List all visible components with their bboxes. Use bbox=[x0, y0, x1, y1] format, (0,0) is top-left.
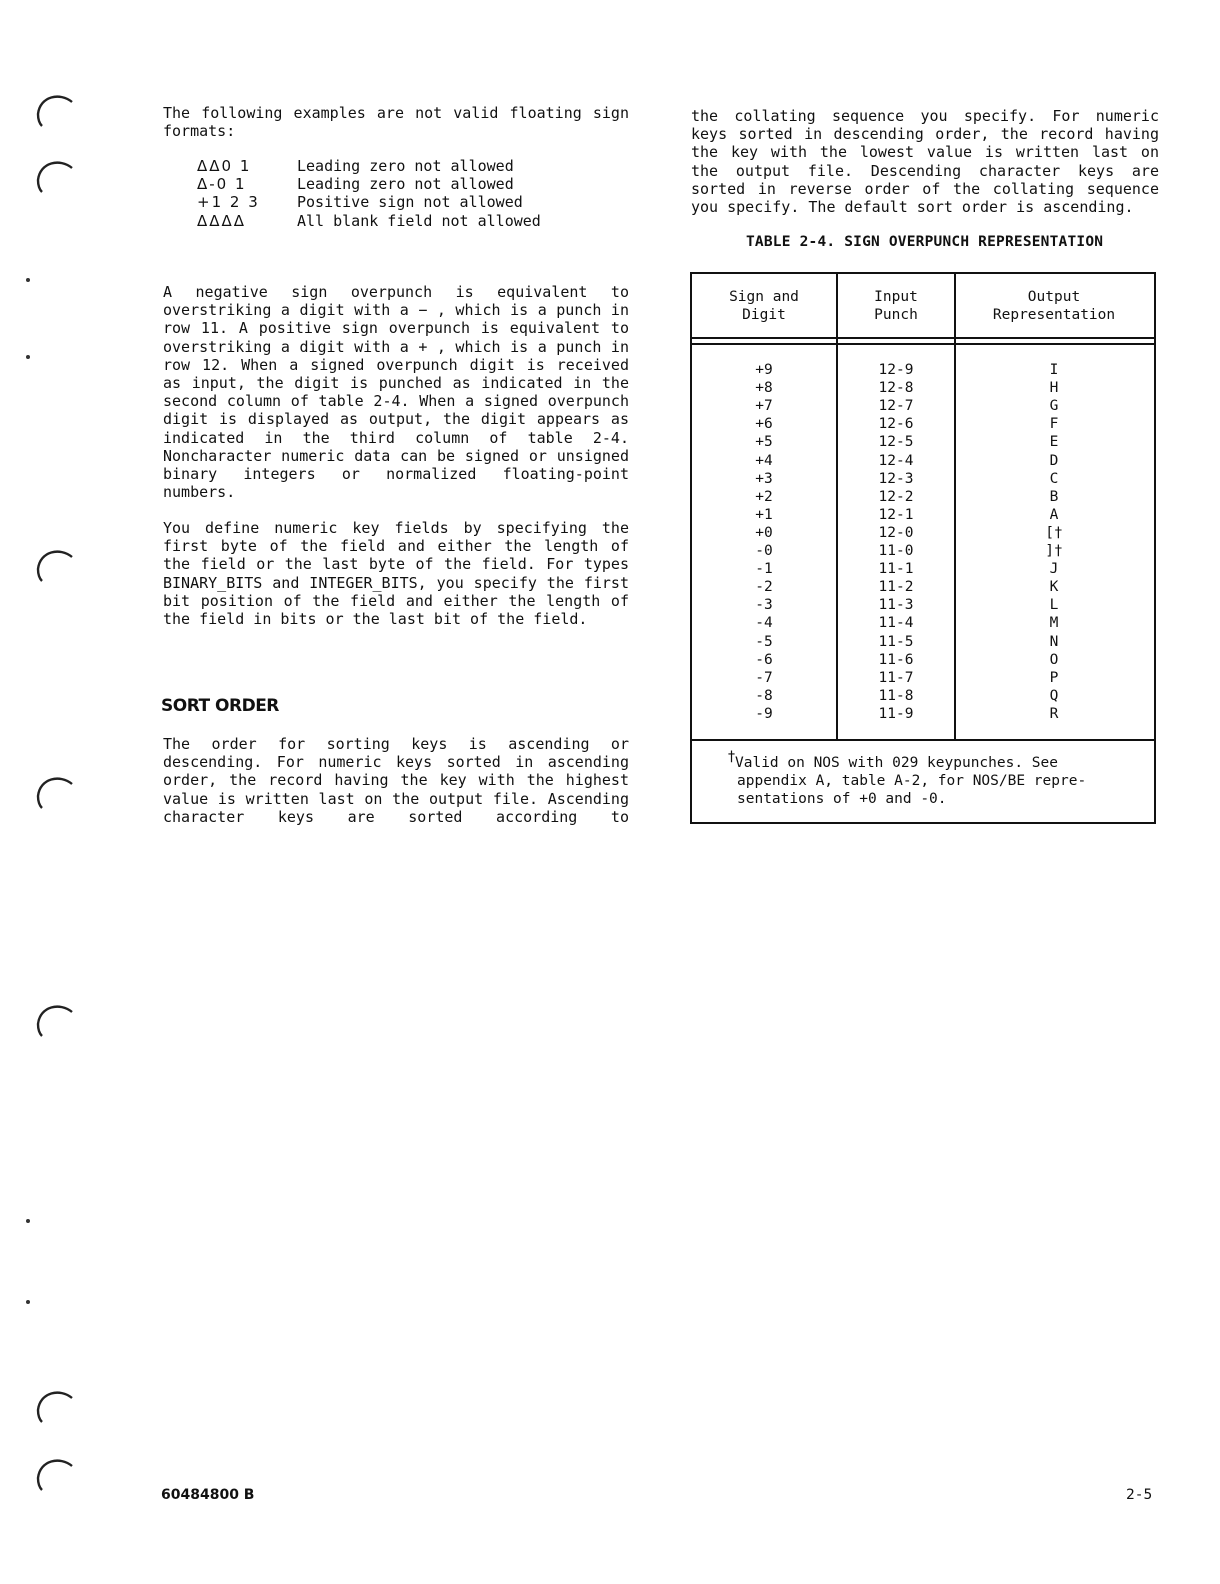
header-output-representation bbox=[956, 288, 1152, 324]
cell-output: N bbox=[1049, 633, 1059, 650]
example-row bbox=[197, 193, 541, 211]
cell-input-punch: 12-3 bbox=[878, 470, 914, 487]
cell-output: [† bbox=[1045, 524, 1063, 541]
cell-sign-digit: -1 bbox=[755, 561, 773, 578]
cell-input-punch: 11-3 bbox=[878, 597, 914, 614]
footnote-text: Valid on NOS with 029 keypunches. See bbox=[735, 755, 1059, 771]
example-description: Leading zero not allowed bbox=[297, 175, 514, 194]
cell-output: R bbox=[1049, 705, 1059, 722]
example-description: Leading zero not allowed bbox=[297, 157, 514, 175]
section-heading: SORT ORDER bbox=[161, 696, 279, 716]
example-format: Δ-0 1 bbox=[197, 175, 247, 194]
cell-input-punch: 12-0 bbox=[878, 524, 914, 541]
cell-sign-digit: -4 bbox=[755, 615, 773, 632]
document-number: 60484800 B bbox=[161, 1487, 255, 1503]
keyfields-text: You define numeric key fields by specifying the first byte of the field and either the length of the field or the last byte of the field. For types BINARY_BITS and INTEGER_BITS, you specify the first bit position of the field and either the length of the field in bits or the last bit of the field. bbox=[163, 519, 629, 629]
cell-input-punch: 12-8 bbox=[878, 380, 914, 397]
cell-output: H bbox=[1049, 380, 1059, 397]
intro-text: The following examples are not valid floating sign formats: bbox=[163, 104, 629, 141]
example-format: +1 2 3 bbox=[197, 193, 260, 212]
cell-output: P bbox=[1049, 669, 1059, 686]
cell-output: Q bbox=[1049, 687, 1059, 704]
overpunch-text: A negative sign overpunch is equivalent to overstriking a digit with a − , which is a punch in row 11. A positive sign overpunch is equivalent to overstriking a digit with a + , which is a punch in row 12. When a signed overpunch digit is received as input, the digit is punched as indicated in the second column of table 2-4. When a signed overpunch digit is displayed as output, the digit appears as indicated in the third column of table 2-4. Noncharacter numeric data can be signed or unsigned binary integers or normalized floating-point numbers. bbox=[163, 283, 629, 502]
header-line: Punch bbox=[874, 307, 918, 323]
cell-sign-digit: -3 bbox=[755, 597, 773, 614]
cell-output: F bbox=[1049, 416, 1059, 433]
cell-output: G bbox=[1049, 398, 1059, 415]
table-footnote bbox=[728, 749, 1128, 808]
footnote-dagger: † bbox=[728, 749, 735, 765]
cell-output: C bbox=[1049, 470, 1059, 487]
example-row bbox=[197, 212, 541, 230]
example-description: Positive sign not allowed bbox=[297, 193, 523, 212]
cell-input-punch: 12-9 bbox=[878, 362, 914, 378]
cell-input-punch: 12-6 bbox=[878, 416, 914, 433]
table-caption: TABLE 2-4. SIGN OVERPUNCH REPRESENTATION bbox=[746, 234, 1104, 250]
cell-input-punch: 11-8 bbox=[878, 687, 914, 704]
scan-speck bbox=[26, 278, 30, 282]
cell-output: D bbox=[1049, 452, 1059, 469]
cell-sign-digit: -9 bbox=[755, 705, 773, 722]
cell-input-punch: 11-1 bbox=[878, 561, 914, 578]
cell-output: J bbox=[1049, 561, 1059, 578]
example-row bbox=[197, 157, 541, 175]
cell-output: E bbox=[1049, 434, 1059, 451]
example-row bbox=[197, 175, 541, 193]
punch-hole-mark bbox=[34, 156, 78, 200]
table-header-rule bbox=[692, 343, 1154, 345]
header-line: Output bbox=[1027, 289, 1081, 305]
cell-input-punch: 11-6 bbox=[878, 651, 914, 668]
invalid-format-examples bbox=[197, 157, 541, 230]
punch-hole-mark bbox=[34, 1454, 78, 1498]
cell-sign-digit: -0 bbox=[755, 543, 773, 559]
scan-speck bbox=[26, 1300, 30, 1304]
scan-speck bbox=[26, 355, 30, 359]
punch-hole-mark bbox=[34, 545, 78, 589]
example-description: All blank field not allowed bbox=[297, 211, 541, 230]
cell-input-punch: 11-7 bbox=[878, 669, 914, 686]
header-line: Representation bbox=[992, 307, 1116, 323]
cell-sign-digit: +3 bbox=[755, 470, 773, 487]
cell-sign-digit: -8 bbox=[755, 687, 773, 704]
sign-overpunch-table bbox=[690, 272, 1156, 824]
cell-output: B bbox=[1049, 488, 1059, 505]
cell-sign-digit: +5 bbox=[755, 434, 773, 451]
scan-speck bbox=[26, 1219, 30, 1223]
table-header-rule bbox=[692, 337, 1154, 339]
cell-sign-digit: +2 bbox=[755, 488, 773, 505]
cell-input-punch: 12-2 bbox=[878, 488, 914, 505]
cell-output: O bbox=[1049, 651, 1059, 668]
cell-output: K bbox=[1049, 579, 1059, 596]
cell-input-punch: 12-4 bbox=[878, 452, 914, 469]
punch-hole-mark bbox=[34, 772, 78, 816]
cell-input-punch: 11-2 bbox=[878, 579, 914, 596]
cell-input-punch: 12-7 bbox=[878, 398, 914, 415]
cell-input-punch: 11-0 bbox=[878, 543, 914, 559]
continued-paragraph bbox=[691, 107, 1159, 216]
cell-sign-digit: -2 bbox=[755, 579, 773, 596]
cell-output: L bbox=[1049, 597, 1059, 614]
sortorder-text: The order for sorting keys is ascending or descending. For numeric keys sorted in ascending order, the record having the key with the highest value is written last on the output file. Ascending character keys are sorted according to bbox=[163, 735, 629, 826]
header-line: Input bbox=[874, 289, 918, 305]
cell-output: A bbox=[1049, 506, 1059, 523]
cell-sign-digit: -6 bbox=[755, 651, 773, 668]
cell-sign-digit: +9 bbox=[755, 362, 773, 378]
cell-output: M bbox=[1049, 615, 1059, 632]
continued-text: the collating sequence you specify. For numeric keys sorted in descending order, the record having the key with the lowest value is written last on the output file. Descending character keys are sorted in reverse order of the collating sequence you specify. The default sort order is ascending. bbox=[691, 107, 1159, 217]
footnote-line: appendix A, table A-2, for NOS/BE repre- bbox=[737, 773, 1087, 789]
cell-sign-digit: +0 bbox=[755, 524, 773, 541]
cell-output: ]† bbox=[1045, 543, 1063, 559]
cell-input-punch: 11-9 bbox=[878, 705, 914, 722]
keyfields-paragraph bbox=[163, 519, 629, 628]
punch-hole-mark bbox=[34, 1000, 78, 1044]
example-format: ΔΔΔΔ bbox=[197, 211, 247, 230]
punch-hole-mark bbox=[34, 90, 78, 134]
footnote-line: sentations of +0 and -0. bbox=[737, 791, 947, 807]
cell-input-punch: 11-4 bbox=[878, 615, 914, 632]
table-footer-rule bbox=[692, 739, 1154, 741]
footnote-line bbox=[728, 749, 1128, 772]
example-format: ΔΔ0 1 bbox=[197, 157, 252, 175]
cell-output: I bbox=[1049, 362, 1059, 378]
cell-sign-digit: -7 bbox=[755, 669, 773, 686]
cell-sign-digit: +6 bbox=[755, 416, 773, 433]
cell-sign-digit: +4 bbox=[755, 452, 773, 469]
header-sign-digit bbox=[692, 288, 836, 324]
cell-sign-digit: +7 bbox=[755, 398, 773, 415]
sortorder-paragraph bbox=[163, 735, 629, 844]
header-line: Digit bbox=[742, 307, 786, 323]
cell-sign-digit: -5 bbox=[755, 633, 773, 650]
cell-sign-digit: +8 bbox=[755, 380, 773, 397]
cell-input-punch: 11-5 bbox=[878, 633, 914, 650]
overpunch-paragraph bbox=[163, 283, 629, 501]
punch-hole-mark bbox=[34, 1386, 78, 1430]
intro-paragraph bbox=[163, 104, 629, 140]
cell-input-punch: 12-5 bbox=[878, 434, 914, 451]
cell-input-punch: 12-1 bbox=[878, 506, 914, 523]
header-input-punch bbox=[838, 288, 954, 324]
header-line: Sign and bbox=[729, 289, 799, 305]
page-number: 2-5 bbox=[1126, 1487, 1153, 1503]
cell-sign-digit: +1 bbox=[755, 506, 773, 523]
